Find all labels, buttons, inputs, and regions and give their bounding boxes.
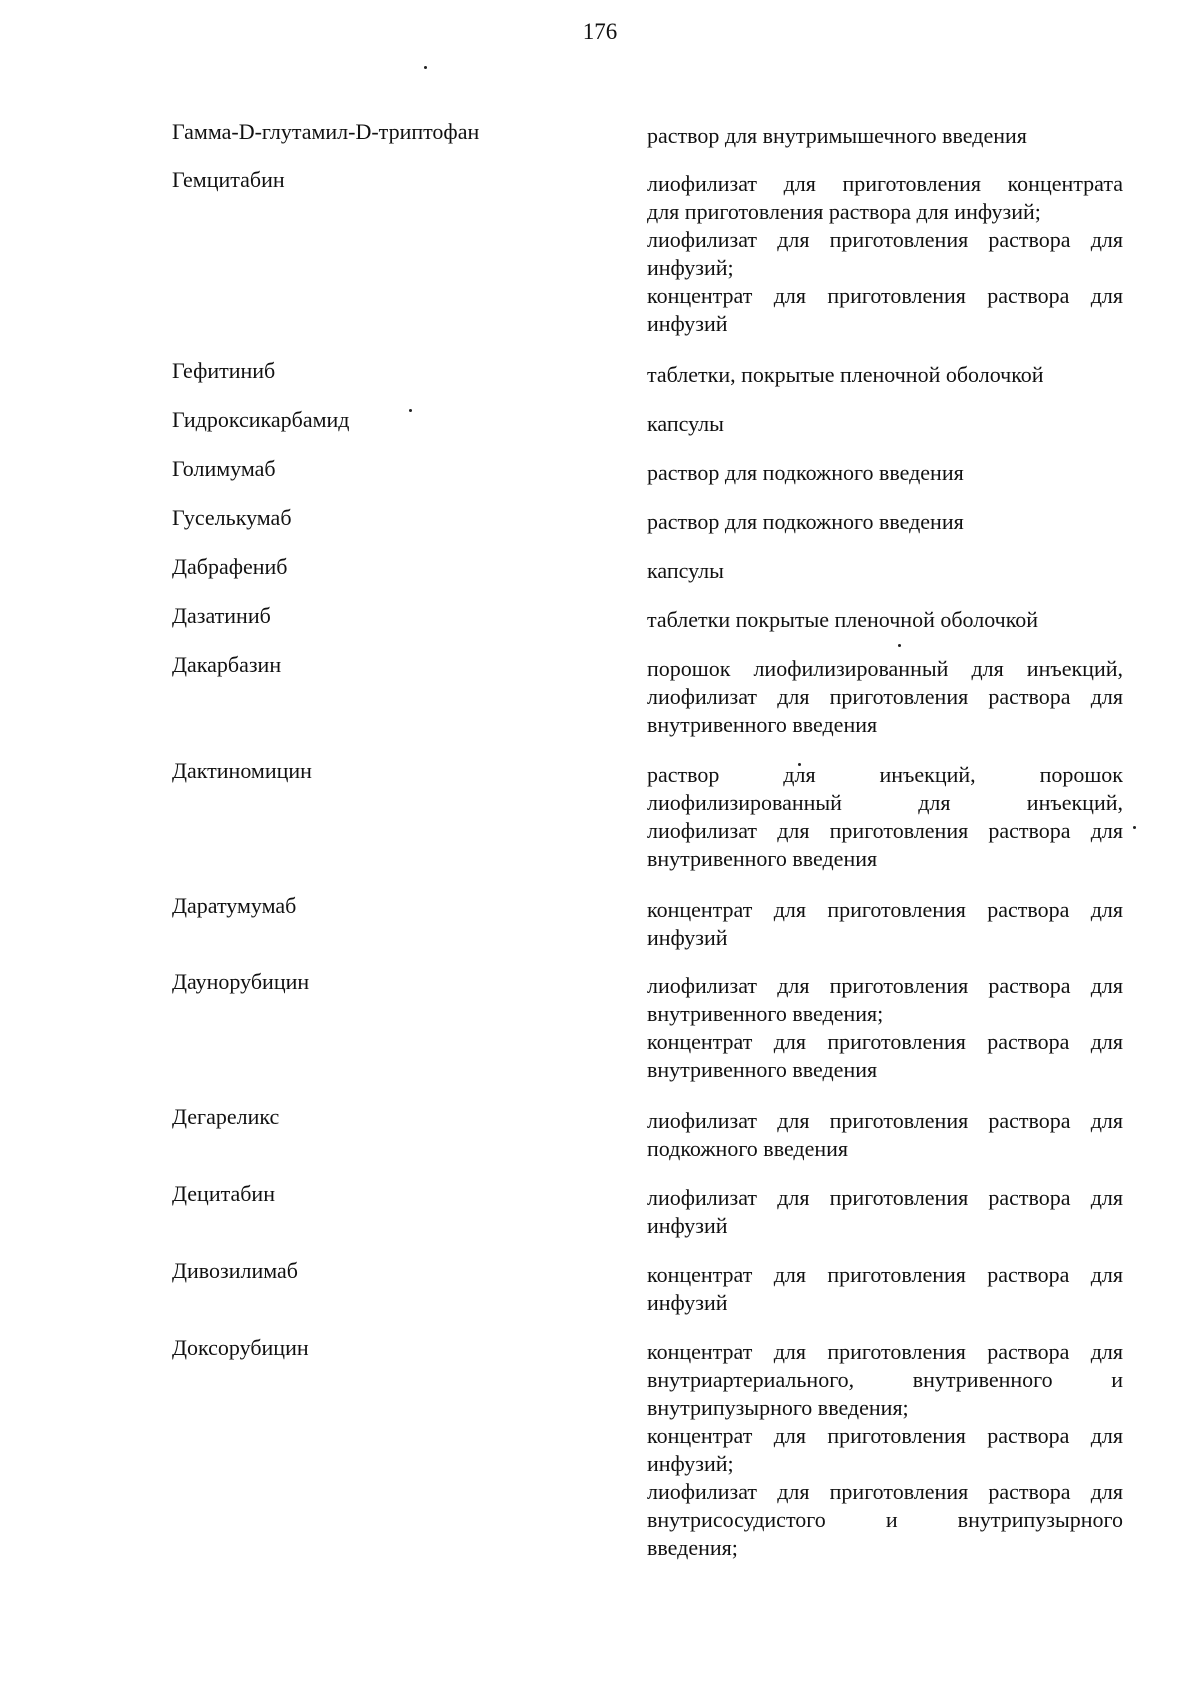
dosage-form-line: концентрат для приготовления раствора для xyxy=(647,1339,1123,1364)
dosage-forms xyxy=(647,655,1123,739)
dosage-form-line: инфузий xyxy=(647,311,728,336)
dosage-form-line: лиофилизат для приготовления раствора для xyxy=(647,227,1123,252)
dosage-forms xyxy=(647,459,1123,487)
scan-speck xyxy=(424,66,427,69)
dosage-form-line: внутрипузырного введения; xyxy=(647,1395,909,1420)
dosage-form-line: концентрат для приготовления раствора для xyxy=(647,1029,1123,1054)
dosage-form-line: внутривенного введения; xyxy=(647,1001,884,1026)
dosage-forms xyxy=(647,606,1123,634)
dosage-form-line: лиофилизированный для инъекций, xyxy=(647,790,1123,815)
scan-speck xyxy=(898,644,901,647)
dosage-form-line: лиофилизат для приготовления раствора для xyxy=(647,818,1123,843)
dosage-forms xyxy=(647,122,1123,150)
drug-name: Доксорубицин xyxy=(172,1335,309,1360)
dosage-form-line: введения; xyxy=(647,1535,738,1560)
page-number: 176 xyxy=(582,19,618,44)
dosage-forms xyxy=(647,896,1123,952)
dosage-form-line: капсулы xyxy=(647,558,724,583)
dosage-form-line: лиофилизат для приготовления раствора для xyxy=(647,1185,1123,1210)
dosage-form-line: внутривенного введения xyxy=(647,1057,878,1082)
dosage-forms xyxy=(647,1107,1123,1163)
dosage-form-line: раствор для подкожного введения xyxy=(647,509,964,534)
dosage-forms xyxy=(647,1261,1123,1317)
drug-name: Дакарбазин xyxy=(172,652,282,677)
dosage-form-line: инфузий xyxy=(647,925,728,950)
dosage-form-line: раствор для инъекций, порошок xyxy=(647,762,1123,787)
dosage-forms xyxy=(647,410,1123,438)
dosage-form-line: порошок лиофилизированный для инъекций, xyxy=(647,656,1123,681)
drug-name: Дивозилимаб xyxy=(172,1258,298,1283)
drug-name: Гуселькумаб xyxy=(172,505,292,530)
dosage-forms xyxy=(647,1338,1123,1562)
dosage-form-line: внутривенного введения xyxy=(647,712,878,737)
dosage-form-line: внутрисосудистого и внутрипузырного xyxy=(647,1507,1123,1532)
drug-name: Децитабин xyxy=(172,1181,275,1206)
dosage-forms xyxy=(647,557,1123,585)
dosage-form-line: подкожного введения xyxy=(647,1136,849,1161)
scan-speck xyxy=(1133,826,1136,829)
drug-name: Гидроксикарбамид xyxy=(172,407,350,432)
dosage-form-line: таблетки покрытые пленочной оболочкой xyxy=(647,607,1039,632)
dosage-form-line: раствор для внутримышечного введения xyxy=(647,123,1027,148)
dosage-form-line: концентрат для приготовления раствора для xyxy=(647,283,1123,308)
dosage-form-line: раствор для подкожного введения xyxy=(647,460,964,485)
dosage-form-line: инфузий xyxy=(647,1213,728,1238)
dosage-forms xyxy=(647,361,1123,389)
drug-name: Голимумаб xyxy=(172,456,276,481)
dosage-form-line: внутривенного введения xyxy=(647,846,878,871)
dosage-forms xyxy=(647,508,1123,536)
dosage-forms xyxy=(647,170,1123,338)
drug-name: Дегареликс xyxy=(172,1104,280,1129)
dosage-form-line: концентрат для приготовления раствора для xyxy=(647,1262,1123,1287)
dosage-form-line: инфузий; xyxy=(647,255,734,280)
dosage-form-line: лиофилизат для приготовления раствора для xyxy=(647,684,1123,709)
drug-name: Даунорубицин xyxy=(172,969,310,994)
dosage-forms xyxy=(647,1184,1123,1240)
dosage-form-line: для приготовления раствора для инфузий; xyxy=(647,199,1041,224)
dosage-form-line: капсулы xyxy=(647,411,724,436)
dosage-form-line: концентрат для приготовления раствора для xyxy=(647,1423,1123,1448)
drug-name: Гефитиниб xyxy=(172,358,276,383)
drug-name: Гамма-D-глутамил-D-триптофан xyxy=(172,119,480,144)
drug-name: Дабрафениб xyxy=(172,554,288,579)
dosage-forms xyxy=(647,761,1123,873)
dosage-form-line: инфузий; xyxy=(647,1451,734,1476)
drug-name: Дазатиниб xyxy=(172,603,271,628)
dosage-form-line: концентрат для приготовления раствора для xyxy=(647,897,1123,922)
dosage-form-line: лиофилизат для приготовления раствора для xyxy=(647,973,1123,998)
dosage-form-line: лиофилизат для приготовления раствора для xyxy=(647,1479,1123,1504)
drug-name: Даратумумаб xyxy=(172,893,297,918)
dosage-form-line: лиофилизат для приготовления раствора для xyxy=(647,1108,1123,1133)
dosage-form-line: внутриартериального, внутривенного и xyxy=(647,1367,1123,1392)
drug-name: Гемцитабин xyxy=(172,167,285,192)
dosage-form-line: лиофилизат для приготовления концентрата xyxy=(647,171,1123,196)
dosage-forms xyxy=(647,972,1123,1084)
dosage-form-line: таблетки, покрытые пленочной оболочкой xyxy=(647,362,1044,387)
drug-name: Дактиномицин xyxy=(172,758,312,783)
dosage-form-line: инфузий xyxy=(647,1290,728,1315)
